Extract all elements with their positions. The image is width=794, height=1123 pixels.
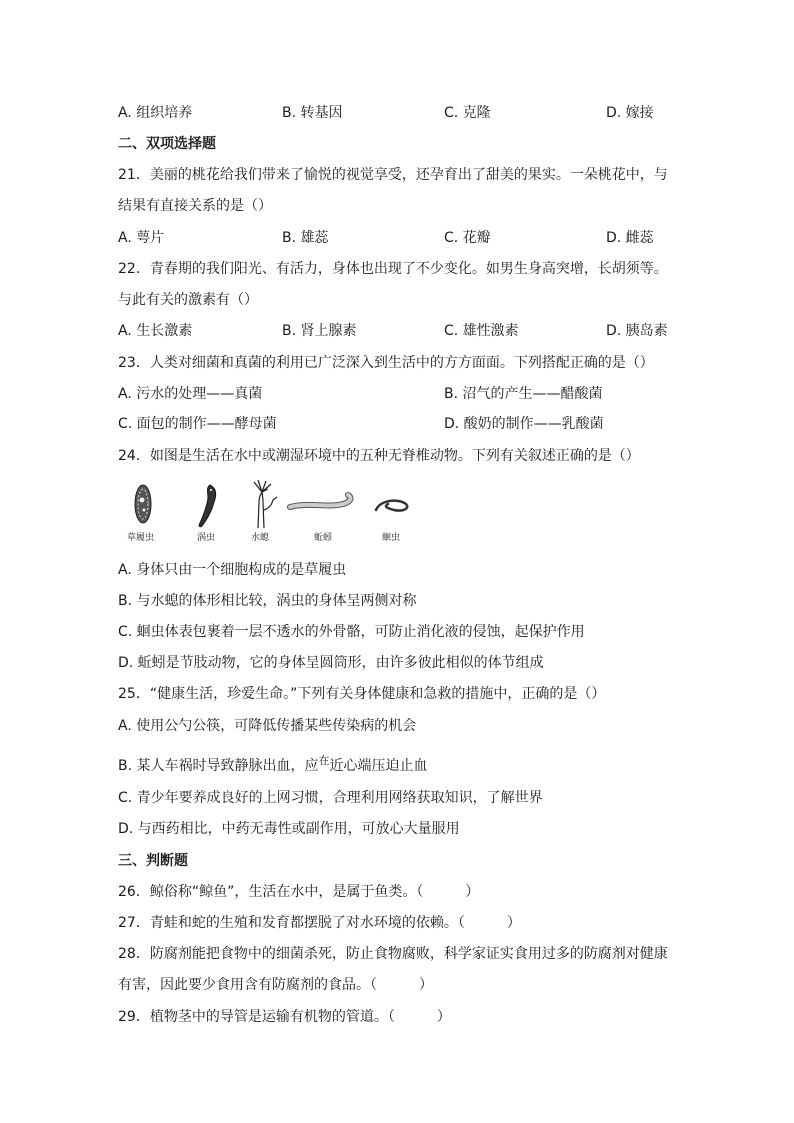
q21-option-d: D. 雌蕊	[606, 230, 654, 246]
q24-stem: 24．如图是生活在水中或潮湿环境中的五种无脊椎动物。下列有关叙述正确的是（）	[118, 448, 640, 464]
q24-option-b: B. 与水螅的体形相比较，涡虫的身体呈两侧对称	[118, 593, 417, 609]
q23-option-c: C. 面包的制作——酵母菌	[118, 416, 277, 432]
q22-option-c: C. 雄性激素	[444, 323, 519, 339]
section-2-title: 二、双项选择题	[118, 136, 216, 152]
figure-label-roundworm: 蛔虫	[382, 533, 401, 543]
q24-option-c: C. 蛔虫体表包裹着一层不透水的外骨骼，可防止消化液的侵蚀，起保护作用	[118, 624, 585, 640]
figure-label-hydra: 水螅	[251, 533, 270, 543]
q20-option-a: A. 组织培养	[118, 105, 193, 121]
q21-option-a: A. 萼片	[118, 230, 165, 246]
invertebrates-figure	[118, 480, 418, 550]
figure-label-paramecium: 草履虫	[127, 533, 155, 543]
q28-statement-line2: 有害，因此要少食用含有防腐剂的食品。（ ）	[118, 977, 433, 993]
q21-option-b: B. 雄蕊	[282, 230, 329, 246]
invertebrates-illustration	[118, 480, 418, 535]
q25-option-b-raised-char: 在	[318, 754, 330, 767]
q23-option-a: A. 污水的处理——真菌	[118, 386, 263, 402]
figure-label-earthworm: 蚯蚓	[314, 533, 333, 543]
planarian-drawing	[199, 485, 215, 527]
roundworm-drawing	[376, 501, 407, 511]
q24-option-a: A. 身体只由一个细胞构成的是草履虫	[118, 562, 347, 578]
q20-option-d: D. 嫁接	[606, 105, 654, 121]
q29-statement: 29．植物茎中的导管是运输有机物的管道。（ ）	[118, 1009, 451, 1025]
q20-option-b: B. 转基因	[282, 105, 343, 121]
q23-stem: 23．人类对细菌和真菌的利用已广泛深入到生活中的方方面面。下列搭配正确的是（）	[118, 355, 654, 371]
q22-stem-line1: 22．青春期的我们阳光、有活力，身体也出现了不少变化。如男生身高突增，长胡须等。	[118, 261, 668, 277]
q25-option-b-text-start: B. 某人车祸时导致静脉出血，应	[118, 758, 319, 774]
q21-stem-line1: 21．美丽的桃花给我们带来了愉悦的视觉享受，还孕育出了甜美的果实。一朵桃花中，与	[118, 167, 668, 183]
q23-option-d: D. 酸奶的制作——乳酸菌	[444, 416, 604, 432]
q22-option-b: B. 肾上腺素	[282, 323, 357, 339]
section-3-title: 三、判断题	[118, 853, 188, 869]
q28-statement-line1: 28．防腐剂能把食物中的细菌杀死，防止食物腐败，科学家证实食用过多的防腐剂对健康	[118, 946, 668, 962]
q25-option-a: A. 使用公勺公筷，可降低传播某些传染病的机会	[118, 718, 417, 734]
figure-label-planarian: 涡虫	[197, 533, 216, 543]
q22-option-a: A. 生长激素	[118, 323, 193, 339]
q26-statement: 26．鲸俗称“鲸鱼”，生活在水中，是属于鱼类。（ ）	[118, 884, 480, 900]
q24-option-d: D. 蚯蚓是节肢动物，它的身体呈圆筒形，由许多彼此相似的体节组成	[118, 655, 544, 671]
earthworm-drawing	[290, 495, 350, 507]
q25-option-c: C. 青少年要养成良好的上网习惯，合理利用网络获取知识，了解世界	[118, 790, 543, 806]
q22-stem-line2: 与此有关的激素有（）	[118, 292, 258, 308]
paramecium-drawing	[135, 485, 151, 523]
q21-stem-line2: 结果有直接关系的是（）	[118, 198, 272, 214]
q25-option-d: D. 与西药相比，中药无毒性或副作用，可放心大量服用	[118, 821, 460, 837]
q27-statement: 27．青蛙和蛇的生殖和发育都摆脱了对水环境的依赖。（ ）	[118, 915, 521, 931]
q23-option-b: B. 沼气的产生——醋酸菌	[444, 386, 603, 402]
q21-option-c: C. 花瓣	[444, 230, 491, 246]
q25-option-b-text-end: 近心端压迫止血	[329, 758, 428, 774]
hydra-drawing	[254, 480, 277, 528]
q22-option-d: D. 胰岛素	[606, 323, 668, 339]
q25-stem: 25．“健康生活，珍爱生命。”下列有关身体健康和急救的措施中，正确的是（）	[118, 686, 606, 702]
q25-option-b	[118, 756, 428, 777]
q20-option-c: C. 克隆	[444, 105, 491, 121]
